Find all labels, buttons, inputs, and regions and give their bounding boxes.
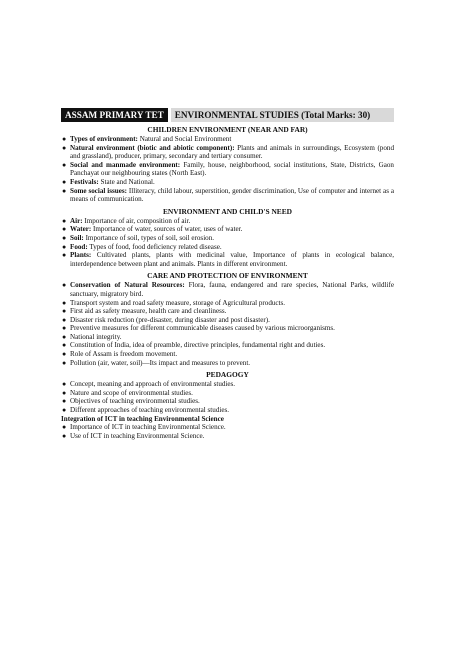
bullet-icon: ● (62, 350, 67, 359)
topic-item (61, 406, 394, 415)
bullet-icon: ● (62, 397, 67, 406)
topic-list (61, 380, 394, 414)
topic-heading: Festivals: (70, 177, 99, 186)
topic-item (61, 144, 394, 161)
topic-item (61, 251, 394, 268)
topic-text: Importance of water, sources of water, uses of water. (91, 225, 243, 234)
bullet-icon: ● (62, 143, 67, 152)
topic-heading: Social and manmade environment: (70, 160, 181, 169)
topic-list (61, 423, 394, 440)
bullet-icon: ● (62, 358, 67, 367)
section-title: CHILDREN ENVIRONMENT (NEAR AND FAR) (147, 125, 308, 134)
topic-text: Importance of soil, types of soil, soil erosion. (83, 233, 215, 242)
topic-heading: Types of environment: (70, 135, 138, 143)
bullet-icon: ● (62, 298, 67, 307)
topic-text: Cultivated plants, plants with medicinal value, Importance of plants in ecological balance, interdependence between plant and animals. Plants in different environment. (70, 251, 394, 268)
topic-text: Transport system and road safety measure, storage of Agricultural products. (70, 298, 286, 307)
topic-item (61, 350, 394, 359)
topic-item (61, 389, 394, 398)
topic-item (61, 178, 394, 187)
bullet-icon: ● (62, 281, 67, 290)
topic-list (61, 281, 394, 367)
bullet-icon: ● (62, 315, 67, 324)
topic-text: Plants and animals in surroundings, Ecosystem (pond and grassland), producer, primary, secondary and tertiary consumer. (70, 143, 394, 161)
topic-text: Preventive measures for different communicable diseases caused by various microorganisms. (70, 324, 335, 333)
topic-item (61, 234, 394, 243)
topic-item (61, 307, 394, 316)
topic-item (61, 225, 394, 234)
topic-text: Objectives of teaching environmental studies. (70, 397, 200, 406)
topic-item (61, 243, 394, 252)
topic-heading: Food: (70, 242, 88, 251)
topic-text: Importance of ICT in teaching Environmental Science. (70, 423, 226, 432)
bullet-icon: ● (62, 423, 67, 432)
bullet-icon: ● (62, 431, 67, 440)
topic-item (61, 161, 394, 178)
subsection-heading: Integration of ICT in teaching Environmental Science (61, 414, 224, 423)
bullet-icon: ● (62, 216, 67, 225)
topic-text: First aid as safety measure, health care and cleanliness. (70, 307, 227, 316)
topic-heading: Air: (70, 216, 83, 225)
section-title: ENVIRONMENT AND CHILD'S NEED (162, 206, 292, 216)
topic-heading: Soil: (70, 233, 84, 242)
topic-text: Constitution of India, idea of preamble, directive principles, fundamental right and duties. (70, 341, 326, 350)
topic-item (61, 217, 394, 226)
topic-item (61, 333, 394, 342)
topic-item (61, 359, 394, 368)
topic-item (61, 281, 394, 298)
topic-text: Use of ICT in teaching Environmental Science. (70, 431, 205, 440)
sections-container (61, 125, 394, 440)
topic-text: National integrity. (70, 332, 122, 341)
topic-text: State and National. (98, 177, 155, 186)
topic-heading: Conservation of Natural Resources: (70, 281, 185, 290)
topic-heading: Water: (70, 225, 92, 234)
bullet-icon: ● (62, 251, 67, 260)
bullet-icon: ● (62, 160, 67, 169)
topic-list (61, 217, 394, 269)
topic-text: Natural and Social Environment (137, 135, 232, 143)
bullet-icon: ● (62, 186, 67, 195)
topic-item (61, 432, 394, 441)
subject-title: ENVIRONMENTAL STUDIES (Total Marks: 30) (171, 108, 394, 122)
topic-text: Importance of air, composition of air. (82, 216, 191, 225)
bullet-icon: ● (62, 233, 67, 242)
topic-item (61, 299, 394, 308)
topic-text: Disaster risk reduction (pre-disaster, during disaster and post disaster). (70, 315, 270, 324)
bullet-icon: ● (62, 324, 67, 333)
topic-text: Types of food, food deficiency related disease. (87, 242, 222, 251)
bullet-icon: ● (62, 380, 67, 389)
topic-item (61, 316, 394, 325)
topic-text: Different approaches of teaching environmental studies. (70, 406, 230, 415)
bullet-icon: ● (62, 307, 67, 316)
topic-heading: Some social issues: (70, 186, 127, 195)
syllabus-header (61, 108, 394, 122)
bullet-icon: ● (62, 406, 67, 415)
topic-item (61, 187, 394, 204)
topic-text: Illiteracy, child labour, superstition, gender discrimination, Use of computer and internet as a means of communication. (70, 186, 394, 204)
topic-item (61, 397, 394, 406)
topic-text: Role of Assam is freedom movement. (70, 350, 178, 359)
bullet-icon: ● (62, 242, 67, 251)
topic-item (61, 380, 394, 389)
topic-item (61, 341, 394, 350)
topic-text: Family, house, neighborhood, social institutions, State, Districts, Gaon Panchayat our neighbouring states (North East). (70, 160, 394, 178)
bullet-icon: ● (62, 177, 67, 186)
topic-text: Flora, fauna, endangered and rare species, National Parks, wildlife sanctuary, migratory bird. (70, 281, 394, 298)
exam-tag: ASSAM PRIMARY TET (61, 108, 168, 122)
topic-list (61, 135, 394, 204)
bullet-icon: ● (62, 135, 67, 143)
topic-text: Concept, meaning and approach of environmental studies. (70, 380, 236, 389)
bullet-icon: ● (62, 341, 67, 350)
bullet-icon: ● (62, 388, 67, 397)
topic-item (61, 135, 394, 144)
bullet-icon: ● (62, 332, 67, 341)
syllabus-page (61, 108, 394, 440)
topic-heading: Plants: (70, 251, 92, 260)
topic-text: Pollution (air, water, soil)—Its impact and measures to prevent. (70, 358, 251, 367)
topic-text: Nature and scope of environmental studies. (70, 388, 193, 397)
topic-item (61, 423, 394, 432)
section-title: PEDAGOGY (206, 370, 249, 380)
topic-heading: Natural environment (biotic and abiotic component): (70, 143, 235, 152)
topic-item (61, 324, 394, 333)
bullet-icon: ● (62, 225, 67, 234)
section-title: CARE AND PROTECTION OF ENVIRONMENT (147, 271, 308, 281)
